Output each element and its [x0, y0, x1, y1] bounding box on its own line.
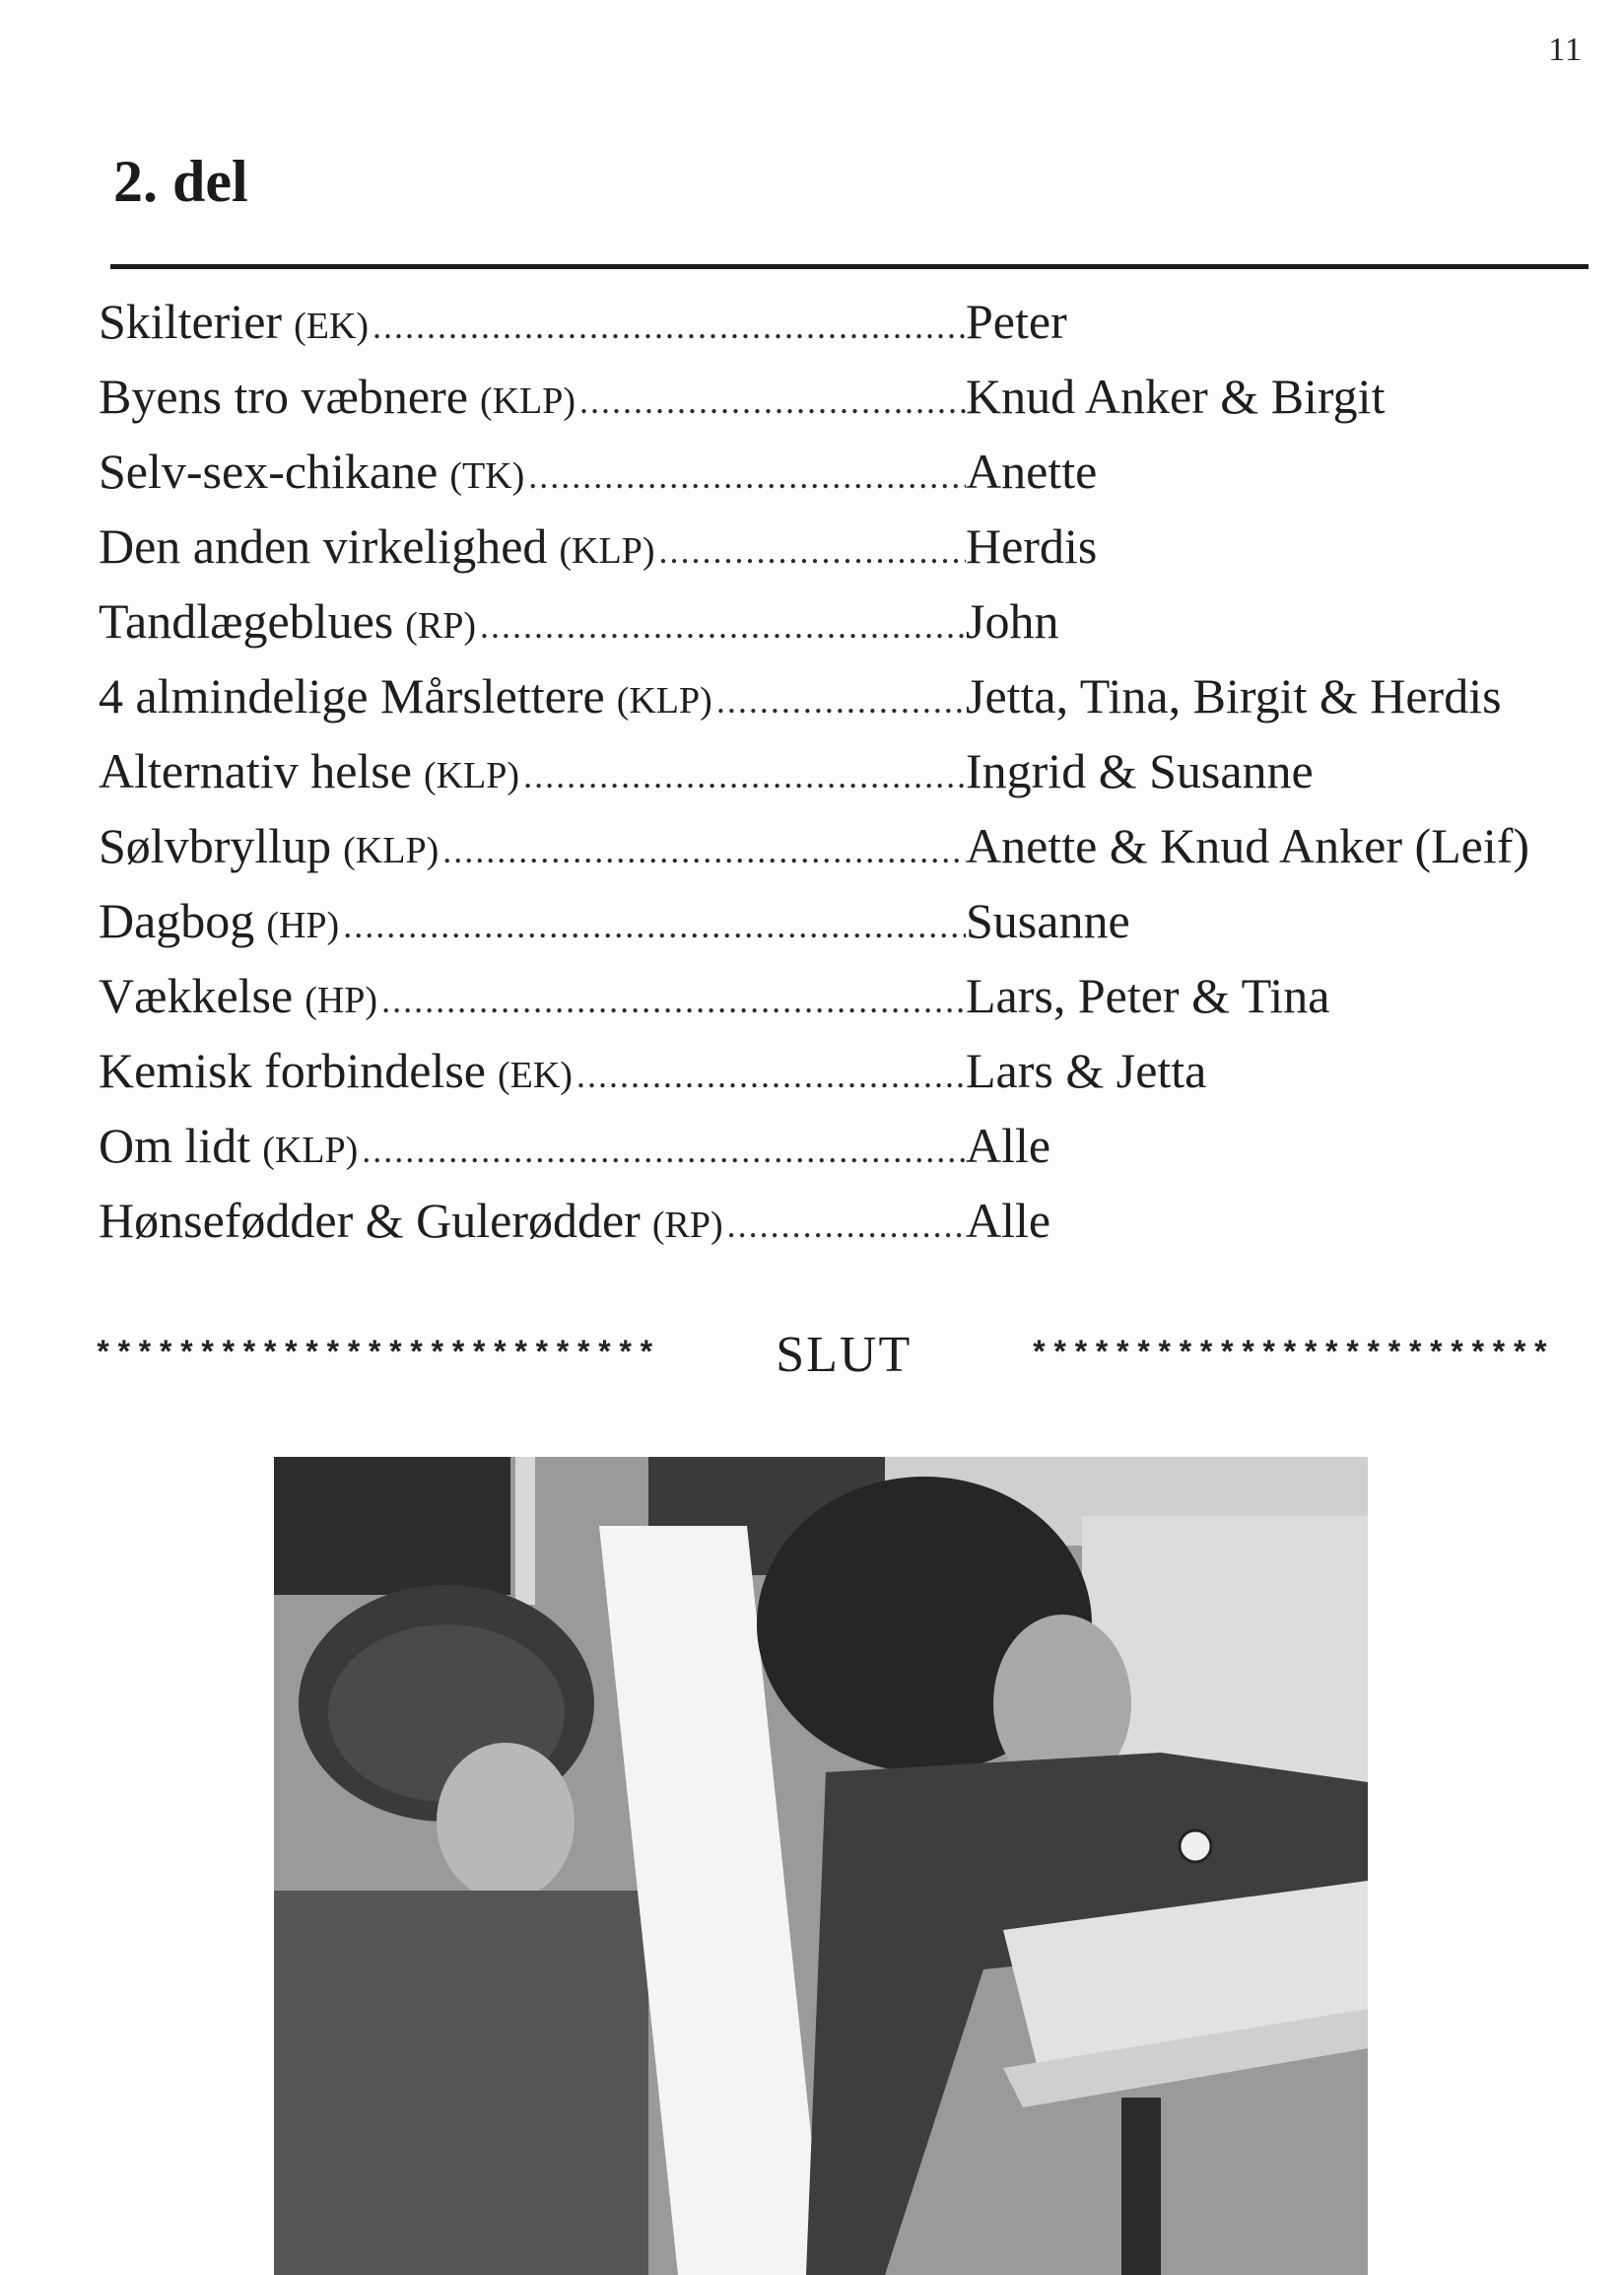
photo-illustration	[274, 1457, 1368, 2275]
song-title: Den anden virkelighed	[99, 518, 548, 574]
program-row	[99, 584, 1624, 658]
program-title-column	[99, 958, 966, 1033]
song-author: (RP)	[651, 1205, 723, 1246]
performer: John	[966, 593, 1059, 649]
program-row	[99, 958, 1624, 1033]
dot-leader	[727, 1188, 966, 1258]
program-title-column	[99, 434, 966, 509]
program-row	[99, 434, 1624, 509]
program-title-column	[99, 1183, 966, 1258]
song-title: Skilterier	[99, 294, 283, 349]
program-title-column	[99, 1108, 966, 1183]
dot-leader	[579, 364, 966, 434]
song-title: 4 almindelige Mårslettere	[99, 668, 605, 724]
song-author: (RP)	[405, 605, 477, 647]
song-title: Kemisk forbindelse	[99, 1043, 486, 1098]
dot-leader	[362, 1113, 966, 1183]
dot-leader	[442, 813, 966, 883]
page-number: 11	[1548, 32, 1583, 68]
ending-line	[94, 1326, 1552, 1384]
song-title: Dagbog	[99, 893, 255, 948]
song-title: Hønsefødder & Gulerødder	[99, 1193, 641, 1248]
program-row	[99, 658, 1624, 733]
dot-leader	[523, 738, 966, 808]
dot-leader	[372, 289, 966, 359]
performer: Ingrid & Susanne	[966, 743, 1314, 798]
song-author: (KLP)	[559, 530, 655, 572]
program-row	[99, 1183, 1624, 1258]
performer: Anette	[966, 444, 1098, 499]
song-author: (TK)	[449, 455, 525, 497]
song-author: (EK)	[497, 1055, 573, 1096]
song-title: Tandlægeblues	[99, 593, 394, 649]
program-title-column	[99, 584, 966, 658]
song-author: (HP)	[304, 980, 378, 1021]
song-author: (KLP)	[423, 755, 520, 796]
section-title: 2. del	[113, 149, 248, 214]
dot-leader	[381, 963, 966, 1033]
program-title-column	[99, 733, 966, 808]
performer: Anette & Knud Anker (Leif)	[966, 818, 1530, 873]
dot-leader	[480, 588, 966, 658]
program-row	[99, 733, 1624, 808]
dot-leader	[343, 888, 966, 958]
program-title-column	[99, 509, 966, 584]
dot-leader	[659, 514, 966, 584]
song-author: (HP)	[266, 905, 340, 946]
program-row	[99, 883, 1624, 958]
program-row	[99, 1033, 1624, 1108]
program-title-column	[99, 1033, 966, 1108]
program-row	[99, 509, 1624, 584]
ending-label: SLUT	[776, 1327, 913, 1383]
performer: Alle	[966, 1118, 1051, 1173]
program-row	[99, 284, 1624, 359]
program-title-column	[99, 883, 966, 958]
dot-leader	[576, 1038, 966, 1108]
song-author: (KLP)	[262, 1130, 359, 1171]
performer: Lars, Peter & Tina	[966, 968, 1330, 1023]
performer: Knud Anker & Birgit	[966, 369, 1386, 424]
song-author: (KLP)	[343, 830, 440, 871]
program-title-column	[99, 658, 966, 733]
program-title-column	[99, 808, 966, 883]
performer: Herdis	[966, 518, 1098, 574]
performer: Jetta, Tina, Birgit & Herdis	[966, 668, 1502, 724]
rehearsal-photo	[274, 1457, 1368, 2275]
performer: Susanne	[966, 893, 1130, 948]
program-row	[99, 359, 1624, 434]
program-title-column	[99, 359, 966, 434]
song-title: Byens tro væbnere	[99, 369, 468, 424]
program-list	[99, 284, 1624, 1258]
song-title: Om lidt	[99, 1118, 251, 1173]
dot-leader	[528, 439, 966, 509]
performer: Alle	[966, 1193, 1051, 1248]
song-author: (KLP)	[616, 680, 712, 722]
dot-leader	[716, 663, 966, 733]
program-row	[99, 808, 1624, 883]
song-title: Vækkelse	[99, 968, 294, 1023]
program-title-column	[99, 284, 966, 359]
song-title: Sølvbryllup	[99, 818, 332, 873]
song-title: Alternativ helse	[99, 743, 412, 798]
performer: Lars & Jetta	[966, 1043, 1207, 1098]
section-divider	[110, 264, 1589, 269]
song-author: (KLP)	[479, 380, 576, 422]
song-title: Selv-sex-chikane	[99, 444, 439, 499]
stars-left: ***************************	[94, 1337, 658, 1373]
performer: Peter	[966, 294, 1067, 349]
song-author: (EK)	[294, 306, 370, 347]
program-row	[99, 1108, 1624, 1183]
stars-right: *************************	[1029, 1337, 1552, 1373]
